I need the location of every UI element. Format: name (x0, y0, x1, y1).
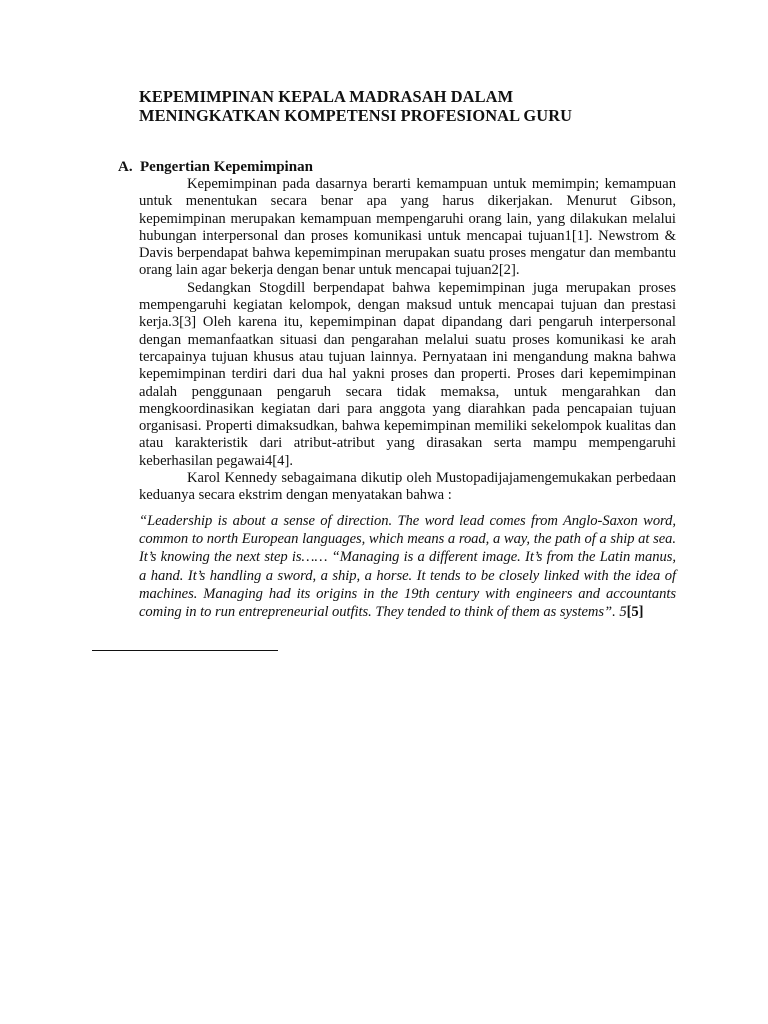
section-heading-text: Pengertian Kepemimpinan (140, 159, 313, 175)
quote-text: “Leadership is about a sense of direction. The word lead comes from Anglo-Saxon word, common to north European languages, which means a road, a way, the path of a ship at sea. It’s knowing the next step is…… “Managing is a different image. It’s from the Latin manus, a hand. It’s handling a sword, a ship, a horse. It tends to be closely linked with the idea of machines. Managing had its origins in the 19th century with engineers and accountants coming in to run entrepreneurial outfits. They tended to think of them as systems”. 5 (139, 513, 676, 621)
paragraph-3: Karol Kennedy sebagaimana dikutip oleh Mustopadijajamengemukakan perbedaan keduanya secara ekstrim dengan menyatakan bahwa : (139, 470, 676, 504)
section-heading (118, 158, 313, 177)
paragraph-2: Sedangkan Stogdill berpendapat bahwa kepemimpinan juga merupakan proses mempengaruhi kegiatan kelompok, dengan maksud untuk mencapai tujuan dan prestasi kerja.3[3] Oleh karena itu, kepemimpinan dapat dipandang dari pengaruh interpersonal dengan memanfaatkan situasi dan pengarahan melalui suatu proses komunikasi ke arah tercapainya tujuan khusus atau tujuan lainnya. Pernyataan ini mengandung makna bahwa kepemimpinan terdiri dari dua hal yakni proses dan properti. Proses dari kepemimpinan adalah penggunaan pengaruh secara tidak memaksa, untuk mengarahkan dan mengkoordinasikan kegiatan dari para anggota yang diarahkan pada pencapaian tujuan organisasi. Properti dimaksudkan, bahwa kepemimpinan memiliki sekelompok kualitas dan atau karakteristik dari atribut-atribut yang dirasakan serta mampu mempengaruhi keberhasilan pegawai4[4]. (139, 279, 676, 469)
title-line-2: MENINGKATKAN KOMPETENSI PROFESIONAL GURU (139, 106, 573, 125)
footnote-separator (92, 650, 278, 651)
section-letter: A. (118, 159, 133, 175)
paragraph-1: Kepemimpinan pada dasarnya berarti kemampuan untuk memimpin; kemampuan untuk menentukan secara benar apa yang harus dikerjakan. Menurut Gibson, kepemimpinan merupakan kemampuan mempengaruhi orang lain, yang dilakukan melalui hubungan interpersonal dan proses komunikasi untuk mencapai tujuan1[1]. Newstrom & Davis berpendapat bahwa kepemimpinan merupakan suatu proses mengatur dan membantu orang lain agar bekerja dengan benar untuk mencapai tujuan2[2]. (139, 176, 676, 279)
quote-footnote-ref: [5] (626, 604, 644, 621)
block-quote (139, 512, 676, 621)
document-title (139, 87, 659, 125)
title-line-1: KEPEMIMPINAN KEPALA MADRASAH DALAM (139, 87, 514, 106)
body-text (139, 176, 676, 505)
